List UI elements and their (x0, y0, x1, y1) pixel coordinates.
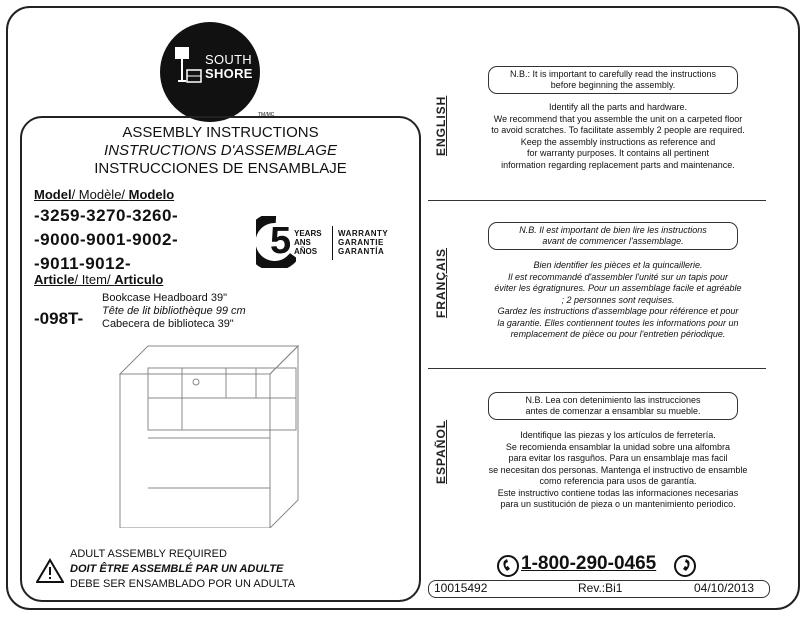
warning-triangle-icon (36, 558, 64, 584)
title-fr: INSTRUCTIONS D'ASSEMBLAGE (104, 142, 337, 159)
phone-icon (673, 554, 697, 578)
model-number: -9000-9001-9002- (34, 230, 179, 249)
nb-line: avant de commencer l'assemblage. (542, 236, 684, 246)
text-line: Gardez les instructions d'assemblage pour référence et pour (497, 306, 739, 316)
french-nb-box (488, 222, 738, 250)
spanish-nb-box (488, 392, 738, 420)
text-line: como referencia para usos de garantía. (539, 476, 697, 486)
title-es: INSTRUCCIONES DE ENSAMBLAJE (94, 160, 347, 177)
nb-line: N.B. Il est important de bien lire les instructions (519, 225, 707, 235)
doc-number: 10015492 (434, 581, 488, 595)
text-line: Identifique las piezas y los artículos de ferretería. (520, 430, 716, 440)
years-en: YEARS (294, 229, 322, 238)
bookcase-headboard-illustration (118, 338, 303, 528)
english-nb-box (488, 66, 738, 94)
phone-number: 1-800-290-0465 (521, 553, 657, 574)
nb-line: before beginning the assembly. (550, 80, 676, 90)
years-es: AÑOS (294, 247, 318, 256)
text-line: for warranty purposes. It contains all pertinent (526, 148, 710, 158)
text-line: se necesitan dos personas. Mantenga el instructivo de ensamble (488, 464, 748, 475)
model-header (34, 187, 174, 202)
text-line: para un sustitución de pieza o un mantenimiento periodico. (500, 499, 736, 509)
article-header-es: Articulo (114, 272, 164, 287)
warranty-fr: GARANTIE (338, 238, 384, 247)
model-number: -9011-9012- (34, 254, 132, 273)
logo-text (205, 53, 253, 81)
text-line: ; 2 personnes sont requises. (561, 294, 675, 305)
section-heading-french: FRANÇAIS (434, 248, 448, 318)
title-en: ASSEMBLY INSTRUCTIONS (122, 124, 319, 141)
nb-line: antes de comenzar a ensamblar su mueble. (525, 406, 701, 416)
text-line: to avoid scratches. To facilitate assembly 2 people are required. (491, 125, 745, 135)
document-date: 04/10/2013 (694, 581, 755, 595)
nb-line: N.B.: It is important to carefully read the instructions (509, 69, 717, 79)
article-code: -098T- (34, 309, 84, 328)
product-name-es: Cabecera de biblioteca 39" (102, 318, 234, 330)
phone-icon (496, 554, 520, 578)
english-instructions (458, 102, 778, 171)
article-header (34, 272, 163, 287)
warranty-years-number: 5 (270, 220, 292, 262)
years-fr: ANS (294, 238, 311, 247)
revision: Rev.:Bi1 (578, 581, 623, 595)
trademark-text: TM/MC (258, 112, 275, 118)
adult-warning-fr: DOIT ÊTRE ASSEMBLÉ PAR UN ADULTE (70, 563, 284, 575)
model-header-es: Modelo (128, 187, 175, 202)
text-line: We recommend that you assemble the unit on a carpeted floor (493, 113, 743, 124)
text-line: Il est recommandé d'assembler l'unité sur un tapis pour (507, 271, 729, 282)
logo-line1: SOUTH (205, 52, 252, 67)
warranty-es: GARANTÍA (338, 247, 385, 256)
section-heading-spanish: ESPAÑOL (434, 419, 448, 484)
model-header-en: Model (34, 187, 72, 202)
section-heading-english: ENGLISH (434, 95, 448, 156)
warranty-years (294, 229, 322, 256)
text-line: remplacement de pièce ou pour l'entretien périodique. (510, 329, 726, 339)
text-line: Se recomienda ensamblar la unidad sobre una alfombra (505, 441, 731, 452)
section-divider (428, 368, 766, 369)
adult-warning-es: DEBE SER ENSAMBLADO POR UN ADULTA (70, 578, 296, 590)
spanish-instructions (458, 430, 778, 511)
text-line: Bien identifier les pièces et la quincaillerie. (533, 260, 703, 270)
article-header-en: Article (34, 272, 75, 287)
french-instructions (458, 260, 778, 341)
model-header-fr: / Modèle/ (71, 187, 129, 202)
section-divider (428, 200, 766, 201)
text-line: éviter les égratignures. Pour un assemblage facile et agréable (494, 283, 742, 293)
product-name-en: Bookcase Headboard 39" (102, 292, 227, 304)
text-line: la garantie. Elles contiennent toutes les informations pour un (497, 317, 739, 328)
text-line: Este instructivo contiene todas las informaciones necesarias (497, 487, 739, 498)
text-line: information regarding replacement parts and maintenance. (501, 159, 735, 170)
product-name-fr: Tête de lit bibliothèque 99 cm (102, 305, 246, 317)
warranty-labels (338, 229, 388, 256)
adult-warning-en: ADULT ASSEMBLY REQUIRED (70, 548, 227, 560)
logo-line2: SHORE (205, 66, 253, 81)
text-line: Identify all the parts and hardware. (548, 102, 688, 112)
warranty-en: WARRANTY (338, 229, 389, 238)
article-header-fr: / Item/ (74, 272, 115, 287)
text-line: Keep the assembly instructions as reference and (520, 136, 716, 147)
warranty-divider (332, 226, 333, 260)
nb-line: N.B. Lea con detenimiento las instrucciones (525, 395, 701, 405)
text-line: para evitar los rasguños. Para un ensamblaje mas facil (508, 453, 728, 463)
model-number: -3259-3270-3260- (34, 206, 179, 225)
